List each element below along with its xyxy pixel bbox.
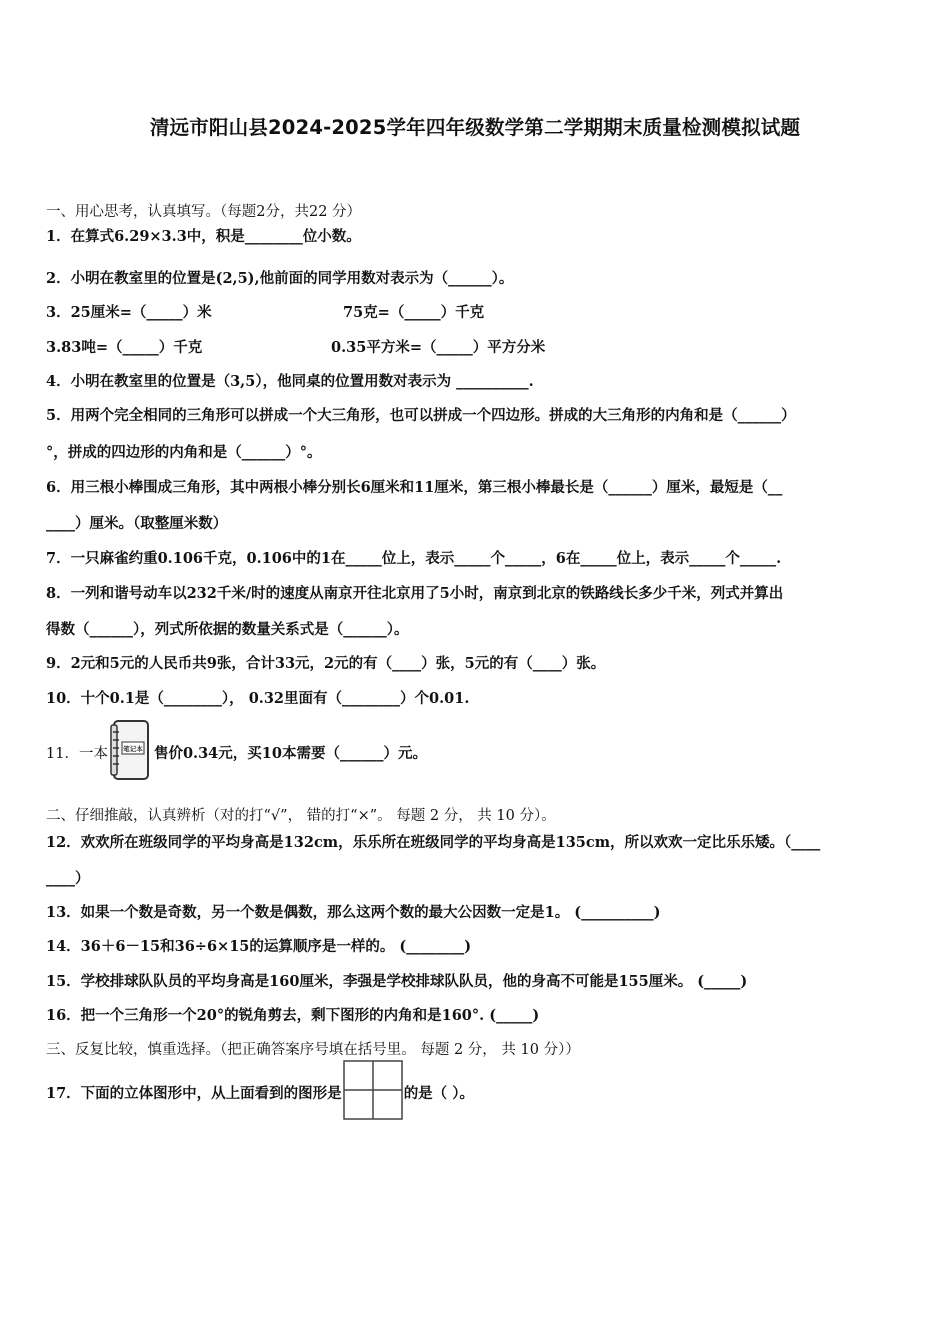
question-2: 2．小明在教室里的位置是(2,5),他前面的同学用数对表示为（______）。 xyxy=(46,270,514,287)
question-13: 13．如果一个数是奇数，另一个数是偶数，那么这两个数的最大公因数一定是1。 (__________) xyxy=(46,904,661,921)
question-11-suffix: 售价0.34元，买10本需要（______）元。 xyxy=(153,745,427,762)
question-11 xyxy=(46,718,910,790)
question-11-prefix: 11．一本 xyxy=(46,746,108,762)
page-title: 清远市阳山县2024-2025学年四年级数学第二学期期末质量检测模拟试题 xyxy=(149,116,801,139)
question-12-line1: 12．欢欢所在班级同学的平均身高是132cm，乐乐所在班级同学的平均身高是135cm，所以欢欢一定比乐乐矮。（____ xyxy=(46,834,821,851)
question-3-part-c: 3.83吨=（_____）千克 xyxy=(46,339,203,356)
question-6-line1: 6．用三根小棒围成三角形，其中两根小棒分别长6厘米和11厘米，第三根小棒最长是（______）厘米，最短是（__ xyxy=(46,479,783,496)
question-15: 15．学校排球队队员的平均身高是160厘米，李强是学校排球队队员，他的身高不可能是155厘米。 (_____) xyxy=(46,973,748,990)
grid-square-icon xyxy=(343,1060,403,1120)
question-3-row2 xyxy=(46,338,910,358)
question-14: 14．36＋6－15和36÷6×15的运算顺序是一样的。 (________) xyxy=(46,938,472,955)
notebook-label: 笔记本 xyxy=(123,745,143,753)
question-3-part-d: 0.35平方米=（_____）平方分米 xyxy=(331,339,546,356)
section-1-heading: 一、用心思考，认真填写。（每题2分，共22 分） xyxy=(46,204,362,220)
notebook-image xyxy=(109,718,153,782)
question-3-part-a: 3．25厘米=（_____）米 xyxy=(46,304,212,321)
question-8-line2: 得数（______），列式所依据的数量关系式是（______）。 xyxy=(46,621,409,638)
question-5-line1: 5．用两个完全相同的三角形可以拼成一个大三角形，也可以拼成一个四边形。拼成的大三角形的内角和是（______） xyxy=(46,407,796,424)
notebook-icon xyxy=(109,718,153,782)
question-17-prefix: 17．下面的立体图形中，从上面看到的图形是 xyxy=(46,1085,342,1102)
question-4: 4．小明在教室里的位置是（3,5），他同桌的位置用数对表示为 __________. xyxy=(46,373,534,390)
question-16: 16．把一个三角形一个20°的锐角剪去，剩下图形的内角和是160°. (_____) xyxy=(46,1007,540,1024)
question-3-part-b: 75克=（_____）千克 xyxy=(343,304,485,321)
question-5-line2: °，拼成的四边形的内角和是（______）°。 xyxy=(46,444,322,461)
question-12-line2: ____） xyxy=(46,870,90,887)
question-1: 1．在算式6.29×3.3中，积是________位小数。 xyxy=(46,228,361,245)
question-8-line1: 8．一列和谐号动车以232千米/时的速度从南京开往北京用了5小时，南京到北京的铁路线长多少千米，列式并算出 xyxy=(46,585,784,602)
question-6-line2: ____）厘米。（取整厘米数） xyxy=(46,515,228,532)
section-2-heading: 二、仔细推敲，认真辨析（对的打“√”， 错的打“×”。 每题 2 分， 共 10 分）。 xyxy=(46,808,556,824)
question-10: 10．十个0.1是（________）， 0.32里面有（________）个0.01. xyxy=(46,690,470,707)
question-9: 9．2元和5元的人民币共9张，合计33元，2元的有（____）张，5元的有（____）张。 xyxy=(46,655,606,672)
question-3-row1 xyxy=(46,303,910,323)
question-7: 7．一只麻雀约重0.106千克，0.106中的1在_____位上，表示_____个_____，6在_____位上，表示_____个_____. xyxy=(46,550,782,567)
question-17 xyxy=(46,1062,910,1126)
top-view-grid-figure xyxy=(343,1060,403,1120)
question-17-suffix: 的是（ ）。 xyxy=(403,1085,474,1102)
section-3-heading: 三、反复比较，慎重选择。（把正确答案序号填在括号里。 每题 2 分， 共 10 分）） xyxy=(46,1042,580,1058)
